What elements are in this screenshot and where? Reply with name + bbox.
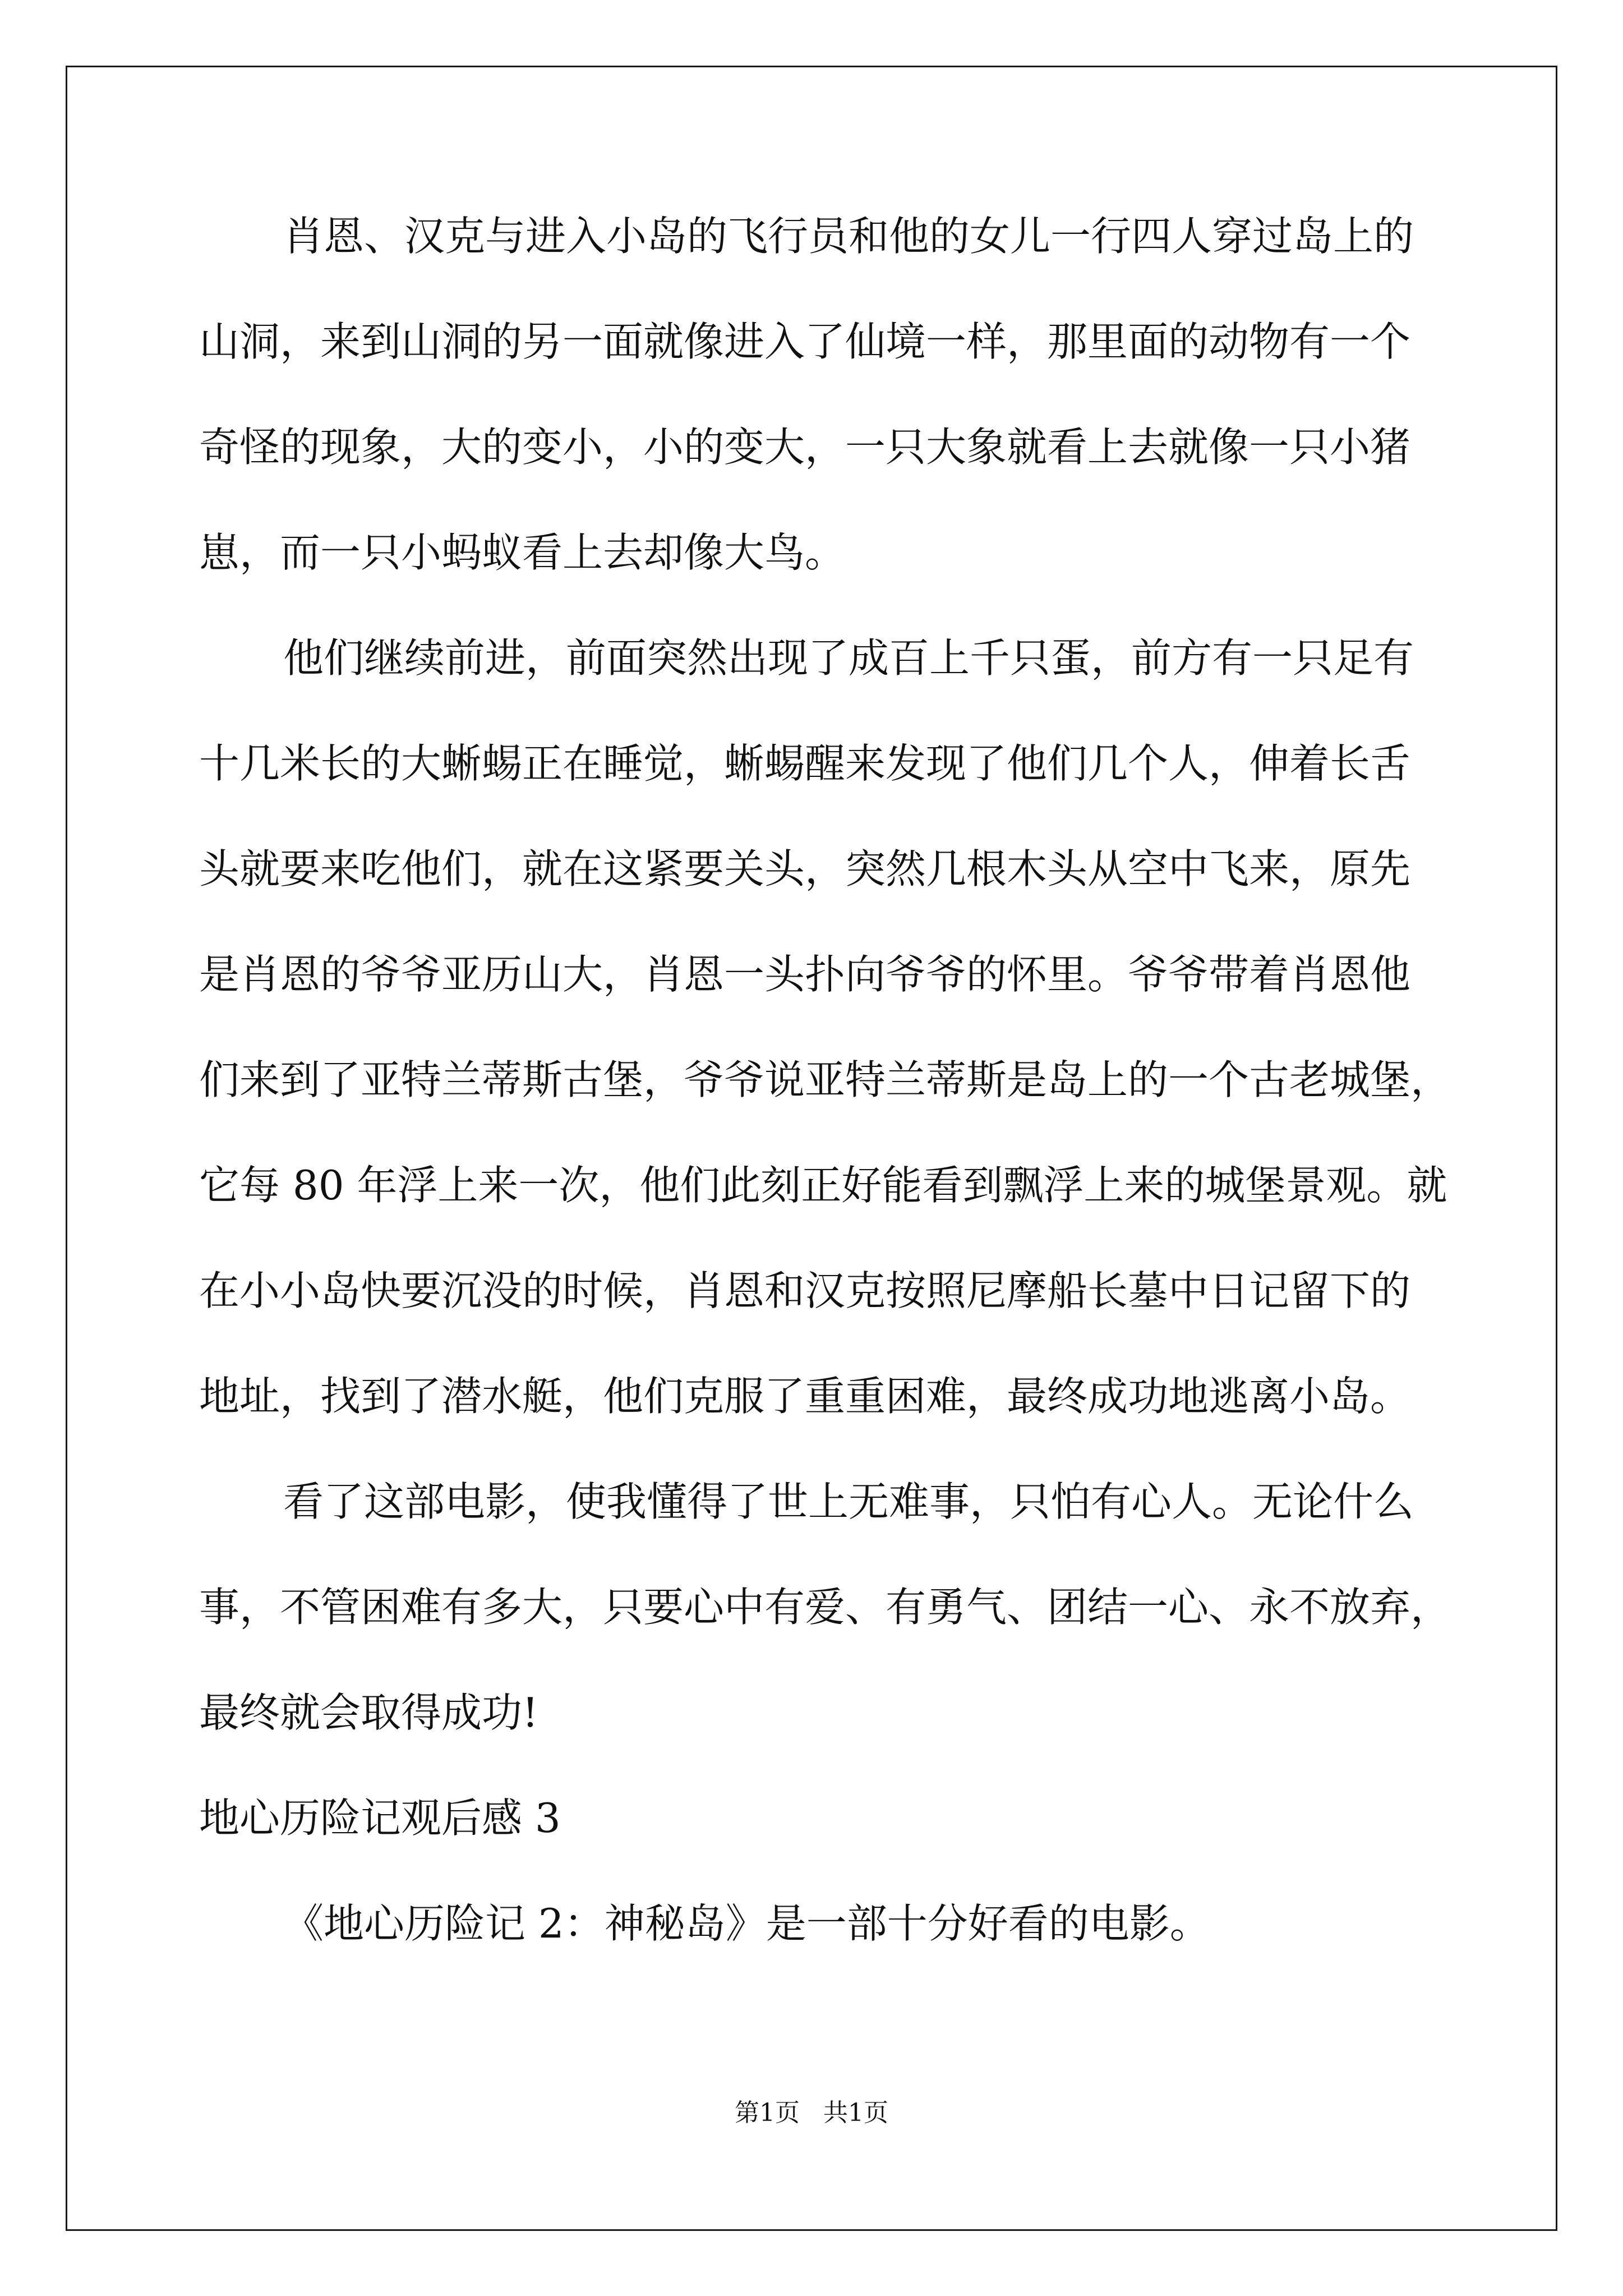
paragraph-1-line-1: 肖恩、汉克与进入小岛的飞行员和他的女儿一行四人穿过岛上的	[283, 213, 1414, 260]
paragraph-2-line-6: 它每 80 年浮上来一次，他们此刻正好能看到飘浮上来的城堡景观。就	[199, 1162, 1447, 1209]
section-heading: 地心历险记观后感 3	[199, 1795, 561, 1842]
paragraph-1-line-3: 奇怪的现象，大的变小，小的变大，一只大象就看上去就像一只小猪	[199, 424, 1411, 471]
paragraph-1-line-2: 山洞，来到山洞的另一面就像进入了仙境一样，那里面的动物有一个	[199, 318, 1411, 365]
paragraph-1-line-4: 崽，而一只小蚂蚁看上去却像大鸟。	[199, 529, 846, 576]
paragraph-3-line-2: 事，不管困难有多大，只要心中有爱、有勇气、团结一心、永不放弃，	[199, 1584, 1451, 1631]
paragraph-2-line-7: 在小小岛快要沉没的时候，肖恩和汉克按照尼摩船长墓中日记留下的	[199, 1267, 1411, 1314]
paragraph-2-line-5: 们来到了亚特兰蒂斯古堡，爷爷说亚特兰蒂斯是岛上的一个古老城堡，	[199, 1056, 1451, 1103]
paragraph-2-line-3: 头就要来吃他们，就在这紧要关头，突然几根木头从空中飞来，原先	[199, 845, 1411, 892]
paragraph-2-line-2: 十几米长的大蜥蜴正在睡觉，蜥蜴醒来发现了他们几个人，伸着长舌	[199, 740, 1411, 787]
paragraph-4-line-1: 《地心历险记 2：神秘岛》是一部十分好看的电影。	[283, 1900, 1210, 1947]
paragraph-2-line-1: 他们继续前进，前面突然出现了成百上千只蛋，前方有一只足有	[283, 634, 1414, 682]
paragraph-3-line-1: 看了这部电影，使我懂得了世上无难事，只怕有心人。无论什么	[283, 1478, 1414, 1525]
paragraph-2-line-4: 是肖恩的爷爷亚历山大，肖恩一头扑向爷爷的怀里。爷爷带着肖恩他	[199, 951, 1411, 998]
paragraph-2-line-8: 地址，找到了潜水艇，他们克服了重重困难，最终成功地逃离小岛。	[199, 1373, 1411, 1420]
page-footer: 第1页 共1页	[735, 2099, 888, 2127]
paragraph-3-line-3: 最终就会取得成功!	[199, 1689, 538, 1736]
